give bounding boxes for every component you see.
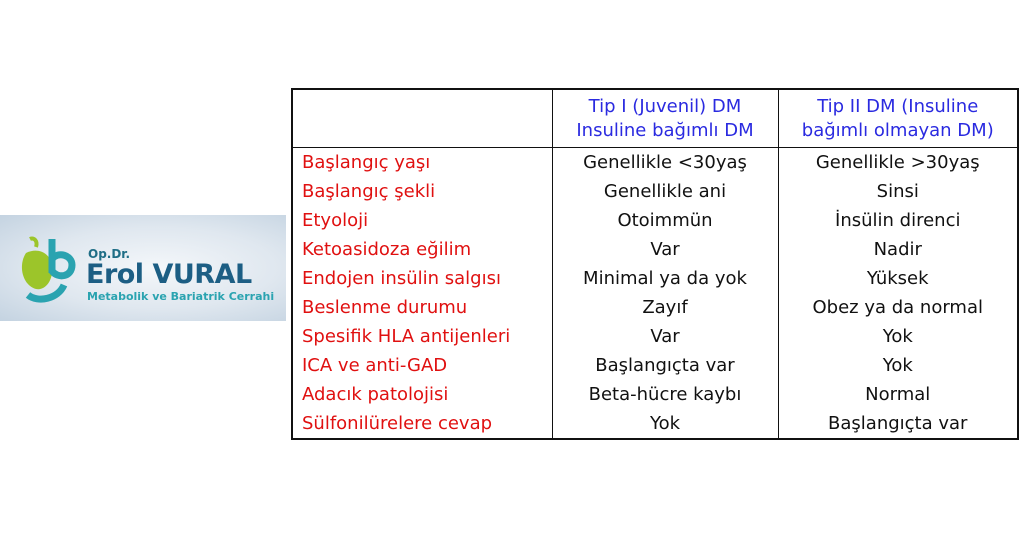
row-label: Spesifik HLA antijenleri [292, 322, 552, 351]
type1-value: Zayıf [552, 293, 778, 322]
type2-value: Nadir [778, 235, 1018, 264]
header-empty [292, 89, 552, 148]
logo-subtitle: Metabolik ve Bariatrik Cerrahi [87, 290, 275, 303]
table-row [292, 409, 1018, 439]
header-type1: Tip I (Juvenil) DM Insuline bağımlı DM [552, 89, 778, 148]
header-type2: Tip II DM (Insuline bağımlı olmayan DM) [778, 89, 1018, 148]
type1-value: Genellikle <30yaş [552, 148, 778, 178]
type1-value: Yok [552, 409, 778, 439]
table-row [292, 148, 1018, 178]
table-row [292, 322, 1018, 351]
row-label: ICA ve anti-GAD [292, 351, 552, 380]
row-label: Beslenme durumu [292, 293, 552, 322]
type2-value: İnsülin direnci [778, 206, 1018, 235]
table-row [292, 177, 1018, 206]
table-row [292, 206, 1018, 235]
logo-mark-icon [18, 233, 80, 305]
row-label: Ketoasidoza eğilim [292, 235, 552, 264]
type1-value: Otoimmün [552, 206, 778, 235]
row-label: Adacık patolojisi [292, 380, 552, 409]
diabetes-comparison-table [291, 88, 1019, 440]
row-label: Başlangıç şekli [292, 177, 552, 206]
type2-value: Başlangıçta var [778, 409, 1018, 439]
type2-value: Yüksek [778, 264, 1018, 293]
type2-value: Obez ya da normal [778, 293, 1018, 322]
type1-value: Beta-hücre kaybı [552, 380, 778, 409]
type1-value: Başlangıçta var [552, 351, 778, 380]
logo-name: Erol VURAL [86, 259, 252, 290]
table-row [292, 264, 1018, 293]
table-row [292, 380, 1018, 409]
type2-value: Yok [778, 322, 1018, 351]
table-row [292, 351, 1018, 380]
row-label: Sülfonilürelere cevap [292, 409, 552, 439]
type1-value: Var [552, 322, 778, 351]
type2-value: Yok [778, 351, 1018, 380]
type1-value: Var [552, 235, 778, 264]
logo [0, 215, 286, 321]
type2-value: Genellikle >30yaş [778, 148, 1018, 178]
table-row [292, 293, 1018, 322]
logo-prefix: Op.Dr. [88, 247, 131, 261]
row-label: Endojen insülin salgısı [292, 264, 552, 293]
row-label: Etyoloji [292, 206, 552, 235]
type2-value: Sinsi [778, 177, 1018, 206]
type1-value: Minimal ya da yok [552, 264, 778, 293]
type2-value: Normal [778, 380, 1018, 409]
table-row [292, 235, 1018, 264]
type1-value: Genellikle ani [552, 177, 778, 206]
table-header-row [292, 89, 1018, 148]
row-label: Başlangıç yaşı [292, 148, 552, 178]
